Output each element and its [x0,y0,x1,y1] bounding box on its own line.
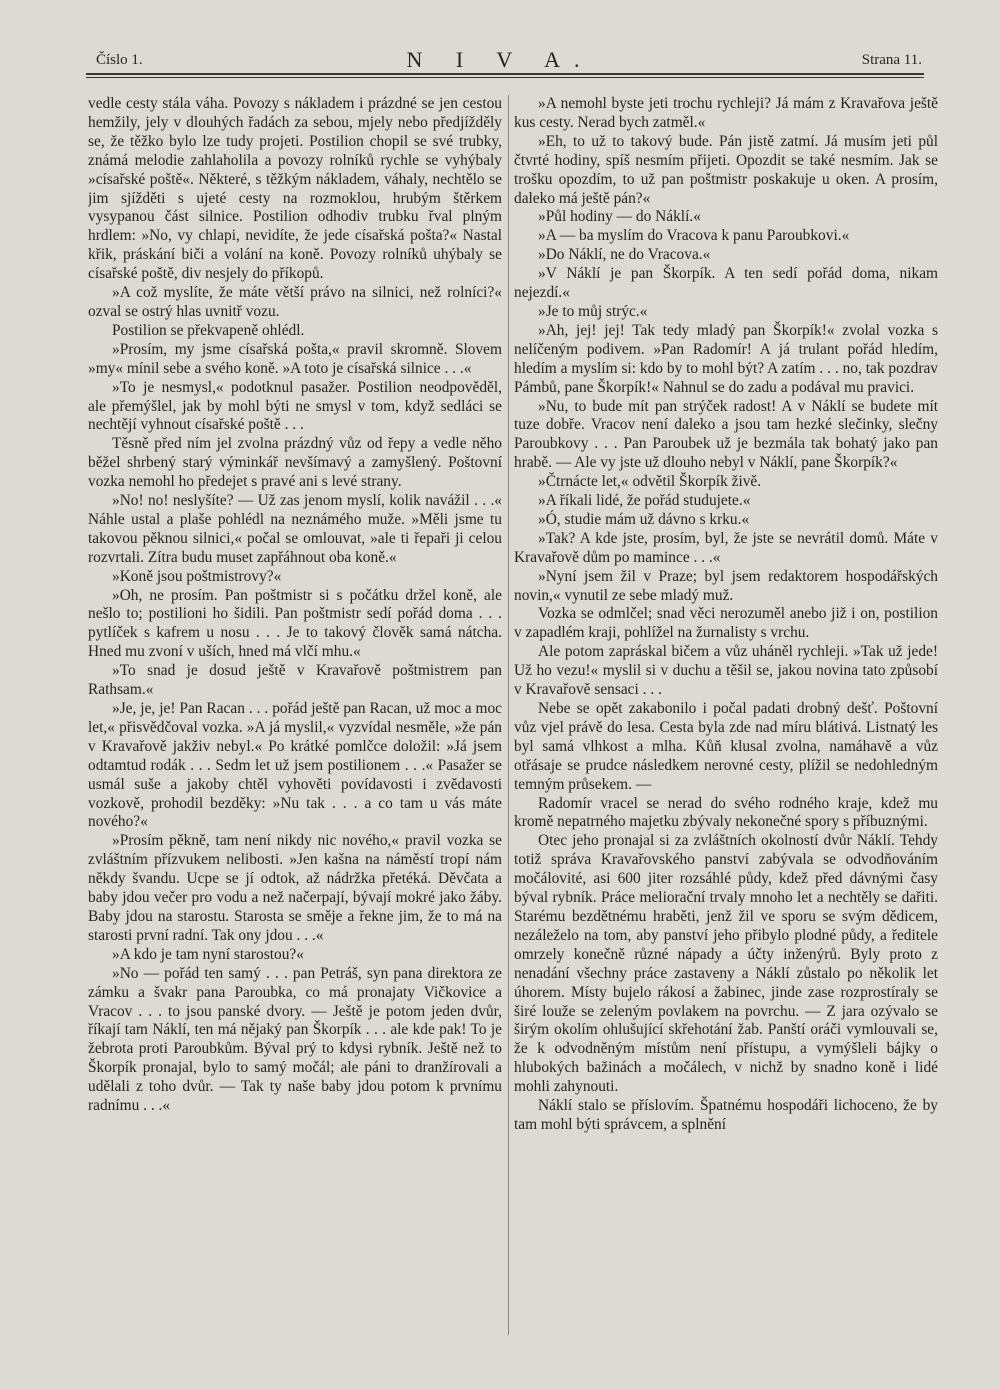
paragraph: »Je to můj strýc.« [538,302,648,320]
left-column [88,95,502,1365]
issue-number: Číslo 1. [96,52,143,68]
paragraph: Náklí stalo se příslovím. Špatnému hospodáři lichoceno, že by tam mohl býti správcem, a splnění [514,1097,938,1133]
paragraph: »No — pořád ten samý . . . pan Petráš, syn pana direktora ze zámku a švakr pana Paroubka, co má pronajaty Vičkovice a Vracov . . . to jsou panské dvory. — Ještě je potom jeden dvůr, říkají tam Náklí, ten má nějaký pan Škorpík . . . ale kde pak! To je žebrota proti Paroubkům. Býval prý to kdysi rybník. Ještě než to Škorpík pronajal, bylo to samý močál; ale páni to dranžírovali a udělali z toho dvůr. — Tak ty naše baby jdou potom k prvnímu radnímu . . .« [88,964,502,1115]
paragraph: Otec jeho pronajal si za zvláštních okolností dvůr Náklí. Tehdy totiž správa Kravařovského panství zabývala se odvodňováním močálovité, asi 600 jiter rozsáhlé půdy, kdež před dávnými časy býval rybník. Práce meliorační trvaly mnoho let a nechtěly se dařiti. Starému bezdětnému hraběti, jenž žil ve sporu se svým dědicem, nezáleželo na tom, aby panství jeho přibylo plodné půdy, a ředitele omrzely konečně různé nápady a účty inženýrů. Byly proto z nenadání všechny práce zastaveny a Náklí zůstalo po několik let úhorem. Místy bujelo rákosí a žabinec, jinde zase rozprostíraly se širé louže se zeleným povlakem na povrchu. — Z jara ozývalo se širým okolím ohlušující skřehotání žab. Panští oráči vymlouvali se, že k odvodněným místům není přístupu, a vymýšleli bájky o hlubokých bažinách a močálech, v nichž by snadno koně i lidé mohli zahynouti. [514,832,938,1096]
paragraph: Ale potom zapráskal bičem a vůz uháněl rychleji. »Tak už jede! Už ho vezu!« myslil si v duchu a těšil se, jakou novina tato způsobí v Kravařově sensaci . . . [514,643,938,699]
paragraph: »To je nesmysl,« podotknul pasažer. Postilion neodpověděl, ale přemýšlel, jak by mohl býti ne smysl v tom, když sedláci se nechtějí vyhnout císařské poště . . . [88,378,502,434]
paragraph: »Je, je, je! Pan Racan . . . pořád ještě pan Racan, už moc a moc let,« přisvědčoval vozka. »A já myslil,« vyzvídal nesměle, »že pán v Kravařově jakživ nebyl.« Po krátké pomlčce doložil: »Já jsem odtamtud rodák . . . Sedm let už jsem postilionem . . .« Pasažer se usmál suše a jakoby chtěl vyhověti povídavosti i zvědavosti vozkově, prohodil bezděky: »Nu tak . . . a co tam u vás máte nového?« [88,700,502,831]
paragraph: Radomír vracel se nerad do svého rodného kraje, kdež mu kromě nepatrného majetku zbývaly nekonečné spory s příbuznými. [514,794,938,831]
paragraph: »V Náklí je pan Škorpík. A ten sedí pořád doma, nikam nejezdí.« [514,265,938,302]
paragraph: Nebe se opět zakabonilo i počal padati drobný dešť. Poštovní vůz vjel právě do lesa. Cesta byla zde nad míru blátivá. Listnatý les byl samá vlhkost a mlha. Kůň klusal zvolna, namáhavě a vůz otřásaje se prudce následkem nerovné cesty, plížil se nedohledným temným průsekem. — [514,700,938,793]
paragraph: Postilion se překvapeně ohlédl. [112,321,305,339]
paragraph: »Ó, studie mám už dávno s krku.« [538,510,750,528]
paragraph: »Půl hodiny — do Náklí.« [538,208,701,226]
header-rule-thin [86,77,924,78]
paragraph: »A kdo je tam nyní starostou?« [112,945,304,963]
header-rule [86,73,924,75]
paragraph: »Eh, to už to takový bude. Pán jistě zatmí. Já musím jeti půl čtvrté hodiny, spíš nesmím přijeti. Opozdit se také nesmím. Jak se trošku opozdím, to už pan poštmistr poskakuje u oken. A prosím, daleko má ještě pán?« [514,132,938,207]
paragraph: »Prosím pěkně, tam není nikdy nic nového,« pravil vozka se zvláštním přízvukem nelibosti. »Jen kašna na náměstí tropí nám někdy švandu. Ucpe se jí odtok, až nádržka přetéká. Děvčata a baby jdou večer pro vodu a než načerpají, bývají mokré jako žáby. Baby jdou na starostu. Starosta se směje a řekne jim, že to má na starosti první radní. Tak ony jdou . . .« [88,832,502,944]
right-column [514,95,938,1365]
paragraph: »To snad je dosud ještě v Kravařově poštmistrem pan Rathsam.« [88,662,502,699]
paragraph: »Koně jsou poštmistrovy?« [112,567,282,585]
paragraph: »A — ba myslím do Vracova k panu Paroubkovi.« [538,227,850,245]
masthead-title: N I V A. [406,47,594,72]
paragraph: Těsně před ním jel zvolna prázdný vůz od řepy a vedle něho běžel shrbený starý výminkář nevšímavý a zamyšlený. Poštovní vozka nemohl ho předejet s pravé ani s levé strany. [88,435,502,491]
paragraph: Vozka se odmlčel; snad věci nerozuměl anebo již i on, postilion v zapadlém kraji, pohlížel na žurnalisty s vrchu. [514,605,938,642]
paragraph: »A což myslíte, že máte větší právo na silnici, než rolníci?« ozval se ostrý hlas uvnitř vozu. [88,284,502,320]
column-divider [508,95,509,1335]
paragraph: »Do Náklí, ne do Vracova.« [538,246,711,264]
paragraph: »Tak? A kde jste, prosím, byl, že jste se nevrátil domů. Máte v Kravařově dům po mamince . . .« [514,529,938,566]
page-number: Strana 11. [861,52,922,68]
paragraph: »Prosím, my jsme císařská pošta,« pravil skromně. Slovem »my« mínil sebe a svého koně. »A toto je císařská silnice . . .« [88,340,502,377]
paragraph: »No! no! neslyšíte? — Už zas jenom myslí, kolik navážil . . .« Náhle ustal a plaše pohlédl na neznámého muže. »Měli jsme tu takovou pěknou silnici,« počal se omlouvat, »ale ti řepaři ji celou rozvrtali. Zítra budu muset zapřáhnout oba koně.« [88,492,502,566]
paragraph: »Oh, ne prosím. Pan poštmistr si s počátku držel koně, ale nešlo to; postilioni ho šidili. Pan poštmistr sedí pořád doma . . . pytlíček s kafrem u nosu . . . Je to takový člověk samá nátcha. Hned mu zvoní v uších, hned má vlčí mhu.« [88,586,502,661]
paragraph: »Ah, jej! jej! Tak tedy mladý pan Škorpík!« zvolal vozka s nelíčeným podivem. »Pan Radomír! A já trulant pořád hledím, hledím a myslím si: kdo by to mohl být? A zatím . . . no, tak pozdrav Pámbů, pane Škorpík!« Nahnul se do zadu a podával mu pravici. [514,321,938,396]
paragraph: »Nu, to bude mít pan strýček radost! A v Náklí se budete mít tuze dobře. Vracov není daleko a jsou tam hezké slečinky, slečny Paroubkovy . . . Pan Paroubek už je bezmála tak bohatý jako pan hrabě. — Ale vy jste už dlouho nebyl v Náklí, pane Škorpík?« [514,397,938,472]
paragraph: vedle cesty stála váha. Povozy s nákladem i prázdné se jen cestou hemžily, jely v dlouhých řadách za sebou, mjely nebo předjížděly se, že těžko bylo lze tudy projeti. Postilion chopil se své trubky, známá melodie zahlaholila a povozy rolníků rychle se vyhýbaly »císařské poště«. Některé, s těžkým nákladem, váhaly, nechtělo se jim sjížděti s ujeté cesty na rozmoklou, hrubým štěrkem vysypanou část silnice. Postilion odhodiv trubku řval plným hrdlem: »No, vy chlapi, nevidíte, že jede císařská pošta?« Nastal křik, práskání biči a volání na koně. Povozy rolníků uhýbaly se císařské poště, div nesjely do příkopů. [88,95,502,283]
paragraph: »A nemohl byste jeti trochu rychleji? Já mám z Kravařova ještě kus cesty. Nerad bych zatměl.« [514,95,938,131]
paragraph: »A říkali lidé, že pořád studujete.« [538,492,751,510]
paragraph: »Nyní jsem žil v Praze; byl jsem redaktorem hospodářských novin,« vynutil ze sebe mladý muž. [514,567,938,604]
paragraph: »Čtrnácte let,« odvětil Škorpík živě. [538,473,762,491]
